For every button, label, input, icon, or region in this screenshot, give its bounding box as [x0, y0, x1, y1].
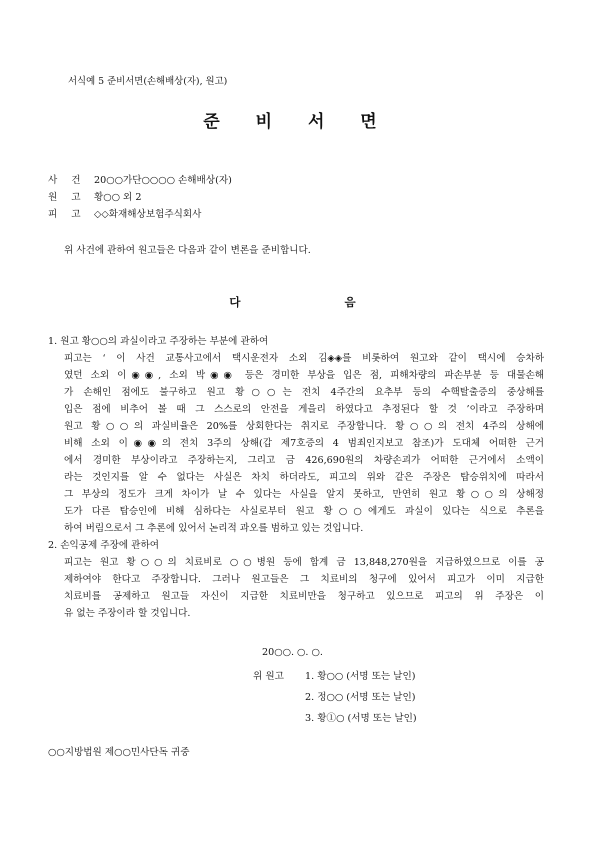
paragraph-line: 그 부상의 정도가 크게 차이가 날 수 있다는 사실을 알지 못하고, 만연히 원고 황○○의 상해정 [64, 489, 544, 500]
case-info-value: 황○○ 외 2 [94, 192, 142, 203]
paragraph-line: 입은 점에 비추어 볼 때 그 스스로의 안전을 게을리 하였다고 추정된다 할 것 ’이라고 주장하며 [64, 404, 544, 415]
section-heading: 2. 손익공제 주장에 관하여 [48, 540, 159, 551]
paragraph-line: 가 손해인 점에도 불구하고 원고 황○○는 전치 4주간의 요추부 등의 수핵탈출증의 중상해를 [64, 387, 544, 398]
case-info-label: 사건 [48, 175, 95, 186]
case-info-value: 20○○가단○○○○ 손해배상(자) [94, 175, 232, 186]
paragraph-line: 유 없는 주장이라 할 것입니다. [64, 608, 191, 619]
case-info-row-plaintiff [48, 189, 141, 203]
court-addressee: ○○지방법원 제○○민사단독 귀중 [48, 747, 190, 758]
paragraph-line: 제하여야 한다고 주장합니다. 그러나 원고들은 그 치료비의 청구에 있어서 피고가 이미 지급한 [64, 574, 544, 585]
paragraph-line: 하여 버림으로서 그 추론에 있어서 논리적 과오를 범하고 있는 것입니다. [64, 523, 364, 534]
paragraph-line: 였던 소외 이◉◉, 소외 박◉◉ 등은 경미한 부상을 입은 점, 피해차량의 파손부분 등 대물손해 [64, 370, 544, 381]
paragraph-line: 피고는 원고 황○○의 치료비로 ○○병원 등에 합계 금 13,848,270원을 지급하였으므로 이를 공 [64, 557, 544, 568]
paragraph-line: 라는 것인지를 알 수 없다는 사실은 차치 하더라도, 피고의 위와 같은 주장은 탑승위치에 따라서 [64, 472, 544, 483]
case-info-label: 피고 [48, 209, 95, 220]
case-info-row-defendant [48, 206, 201, 220]
section-heading: 1. 원고 황○○의 과실이라고 주장하는 부분에 관하여 [48, 336, 269, 347]
intro-text: 위 사건에 관하여 원고들은 다음과 같이 변론을 준비합니다. [64, 245, 311, 256]
signature-lead: 위 원고 [253, 671, 284, 682]
paragraph-line: 치료비를 공제하고 원고들 자신이 지급한 치료비만을 청구하고 있으므로 피고의 위 주장은 이 [64, 591, 544, 602]
document-date: 20○○. ○. ○. [262, 647, 323, 658]
case-info-value: ◇◇화재해상보험주식회사 [94, 209, 202, 220]
signature-line: 1. 황○○ (서명 또는 날인) [305, 671, 416, 682]
paragraph-line: 피고는 ‘ 이 사건 교통사고에서 택시운전자 소외 김◈◈를 비롯하여 원고와 같이 택시에 승차하 [64, 353, 544, 364]
form-label: 서식예 5 준비서면(손해배상(자), 원고) [68, 76, 228, 87]
case-info-row-case [48, 172, 232, 186]
signature-line: 2. 정○○ (서명 또는 날인) [305, 692, 416, 703]
paragraph-line: 에서 경미한 부상이라고 주장하는지, 그리고 금 426,690원의 차량손괴가 어떠한 근거에서 소액이 [64, 455, 544, 466]
section-title: 다 음 [229, 295, 406, 309]
paragraph-line: 도가 다른 탑승인에 비해 심하다는 사실로부터 원고 황○○에게도 과실이 있다는 식으로 추론을 [64, 506, 544, 517]
signature-line: 3. 황①○ (서명 또는 날인) [305, 713, 417, 724]
case-info-label: 원고 [48, 192, 95, 203]
document-title: 준 비 서 면 [203, 112, 392, 132]
paragraph-line: 비해 소외 이◉◉의 전치 3주의 상해(갑 제7호증의 4 범죄인지보고 참조)가 도대체 어떠한 근거 [64, 438, 544, 449]
paragraph-line: 원고 황○○의 과실비율은 20%를 상회한다는 취지로 주장합니다. 황○○의 전치 4주의 상해에 [64, 421, 544, 432]
